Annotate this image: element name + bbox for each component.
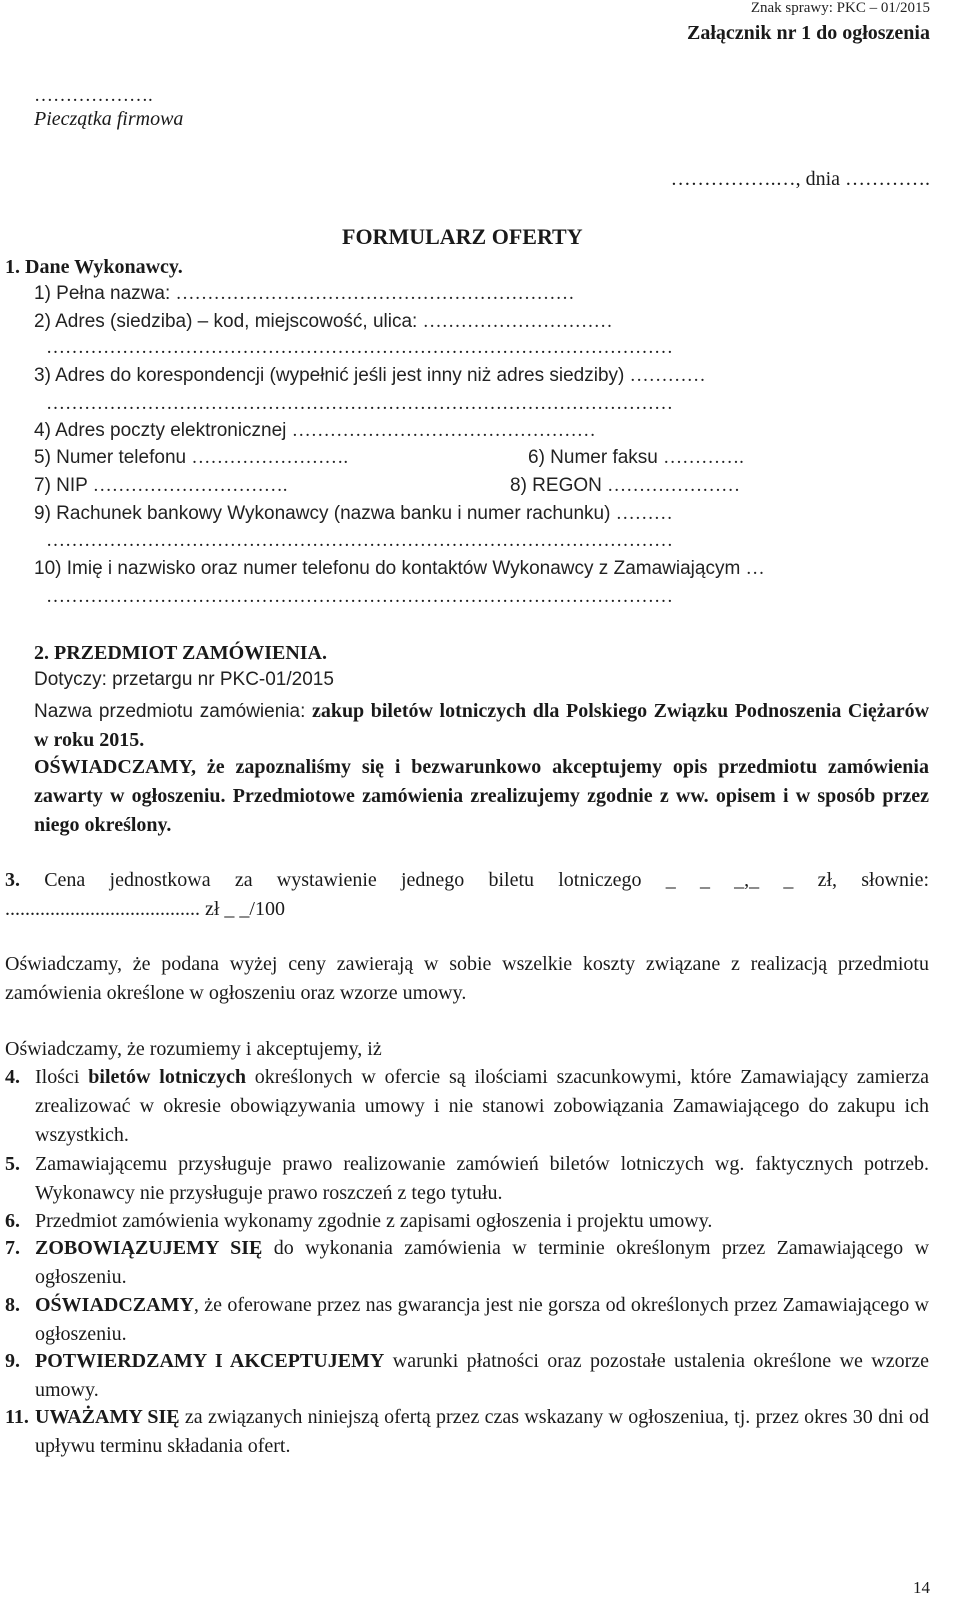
field-phone (34, 447, 348, 469)
field-phone-label: 5) Numer telefonu (34, 447, 187, 468)
field-address (34, 311, 613, 333)
list-item-6 (5, 1207, 929, 1236)
list-item-text: , że oferowane przez nas gwarancja jest nie gorsza od określonych przez Zamawiającego w ogłoszeniu. (35, 1294, 929, 1345)
unit-price-line (5, 866, 929, 895)
list-item-text: Ilości (35, 1066, 89, 1088)
field-corr-address (34, 365, 706, 387)
section-2-title: 2. PRZEDMIOT ZAMÓWIENIA. (34, 642, 327, 664)
list-item-8 (5, 1291, 929, 1349)
list-item-text: warunki płatności oraz pozostałe ustalenia określone we wzorze umowy. (35, 1350, 930, 1401)
list-item-number: 6. (5, 1210, 20, 1232)
declaration-costs: Oświadczamy, że podana wyżej ceny zawierają w sobie wszelkie koszty związane z realizacją przedmiotu zamówienia określone w ogłoszeniu oraz wzorze umowy. (5, 953, 929, 1004)
list-item-bold: OŚWIADCZAMY (35, 1294, 194, 1316)
declaration-understand: Oświadczamy, że rozumiemy i akceptujemy, iż (5, 1038, 382, 1060)
subject-name-label: Nazwa przedmiotu zamówienia: (34, 701, 306, 722)
subject-name-value: zakup biletów lotniczych dla Polskiego Związku Podnoszenia Ciężarów w roku 2015. (34, 700, 930, 751)
list-item-text: Przedmiot zamówienia wykonamy zgodnie z zapisami ogłoszenia i projektu umowy. (35, 1210, 713, 1232)
tender-reference: Dotyczy: przetargu nr PKC-01/2015 (34, 669, 334, 690)
date-line: …………….…, dnia …………. (670, 168, 930, 190)
field-fax-dots: …………. (663, 447, 744, 468)
field-regon-dots: ………………… (607, 475, 741, 496)
subject-name (34, 697, 929, 755)
field-bank-account-cont: ……………………………………………………………………………………… (46, 530, 673, 551)
list-item-number: 7. (5, 1237, 20, 1259)
attachment-title: Załącznik nr 1 do ogłoszenia (687, 22, 930, 44)
field-email-dots: ………………………………………… (291, 420, 596, 441)
list-item-text: za związanych niniejszą ofertą przez czas wskazany w ogłoszeniua, tj. przez okres 30 dni od upływu terminu składania ofert. (35, 1406, 929, 1457)
unit-price-num: 3. (5, 869, 20, 891)
list-item-bold: biletów lotniczych (88, 1066, 246, 1088)
page-number: 14 (913, 1578, 930, 1597)
list-item-text: Zamawiającemu przysługuje prawo realizowanie zamówień biletów lotniczych wg. faktycznych potrzeb. Wykonawcy nie przysługuje prawo roszczeń z tego tytułu. (35, 1153, 929, 1204)
field-bank-account-dots: ……… (615, 503, 673, 524)
section-1-title: 1. Dane Wykonawcy. (5, 256, 183, 278)
field-address-cont: ……………………………………………………………………………………… (46, 337, 673, 358)
list-item-11 (5, 1403, 929, 1461)
list-item-7 (5, 1234, 929, 1292)
list-item-text: określonych w ofercie są ilościami szacunkowymi, które Zamawiający zamierza zrealizować w okresie obowiązywania umowy i nie stanowi zobowiązania Zamawiającego do zakupu ich wszystkich. (35, 1066, 930, 1146)
field-nip-dots: …………………………. (92, 475, 288, 496)
field-corr-address-label: 3) Adres do korespondencji (wypełnić jeśli jest inny niż adres siedziby) (34, 365, 625, 386)
field-full-name-dots: ……………………………………………………… (175, 283, 575, 304)
case-reference: Znak sprawy: PKC – 01/2015 (750, 0, 930, 16)
list-item-bold: POTWIERDZAMY I AKCEPTUJEMY (35, 1350, 385, 1372)
unit-price (5, 866, 929, 924)
list-item-number: 8. (5, 1294, 20, 1316)
list-item-5 (5, 1150, 929, 1208)
list-item-number: 5. (5, 1153, 20, 1175)
unit-price-words: ....................................... zł _ _/100 (5, 898, 285, 920)
statement-subject: OŚWIADCZAMY, że zapoznaliśmy się i bezwarunkowo akceptujemy opis przedmiotu zamówienia zawarty w ogłoszeniu. Przedmiotowe zamówienia zrealizujemy zgodnie z ww. opisem i w sposób przez niego określony. (34, 756, 929, 836)
field-nip-label: 7) NIP (34, 475, 88, 496)
list-item-text: do wykonania zamówienia w terminie określonym przez Zamawiającego w ogłoszeniu. (35, 1237, 930, 1288)
field-contact-label: 10) Imię i nazwisko oraz numer telefonu do kontaktów Wykonawcy z Zamawiającym (34, 558, 741, 579)
unit-price-text: Cena jednostkowa za wystawienie jednego biletu lotniczego _ _ _,_ _ zł, słownie: (44, 869, 930, 891)
field-contact (34, 558, 765, 580)
list-item-bold: UWAŻAMY SIĘ (35, 1406, 180, 1428)
field-nip (34, 475, 288, 497)
list-item-4 (5, 1063, 929, 1150)
field-address-label: 2) Adres (siedziba) – kod, miejscowość, ulica: (34, 311, 418, 332)
stamp-placeholder: ………………. (34, 85, 153, 106)
field-bank-account (34, 503, 673, 525)
field-email-label: 4) Adres poczty elektronicznej (34, 420, 287, 441)
field-corr-address-dots: ………… (629, 365, 706, 386)
field-regon (510, 475, 740, 497)
field-bank-account-label: 9) Rachunek bankowy Wykonawcy (nazwa banku i numer rachunku) (34, 503, 611, 524)
stamp-label: Pieczątka firmowa (34, 108, 184, 130)
list-item-number: 4. (5, 1066, 20, 1088)
field-email (34, 420, 596, 442)
field-fax (528, 447, 744, 469)
field-fax-label: 6) Numer faksu (528, 447, 658, 468)
list-item-number: 9. (5, 1350, 20, 1372)
field-full-name-label: 1) Pełna nazwa: (34, 283, 171, 304)
list-item-9 (5, 1347, 929, 1405)
field-contact-dots: … (745, 558, 765, 579)
field-phone-dots: ……………………. (191, 447, 349, 468)
form-title: FORMULARZ OFERTY (342, 224, 583, 249)
list-item-number: 11. (5, 1406, 29, 1428)
field-full-name (34, 283, 575, 305)
field-corr-address-cont: ……………………………………………………………………………………… (46, 393, 673, 414)
list-item-bold: ZOBOWIĄZUJEMY SIĘ (35, 1237, 263, 1259)
field-address-dots: ………………………… (422, 311, 613, 332)
field-contact-cont: ……………………………………………………………………………………… (46, 586, 673, 607)
field-regon-label: 8) REGON (510, 475, 602, 496)
